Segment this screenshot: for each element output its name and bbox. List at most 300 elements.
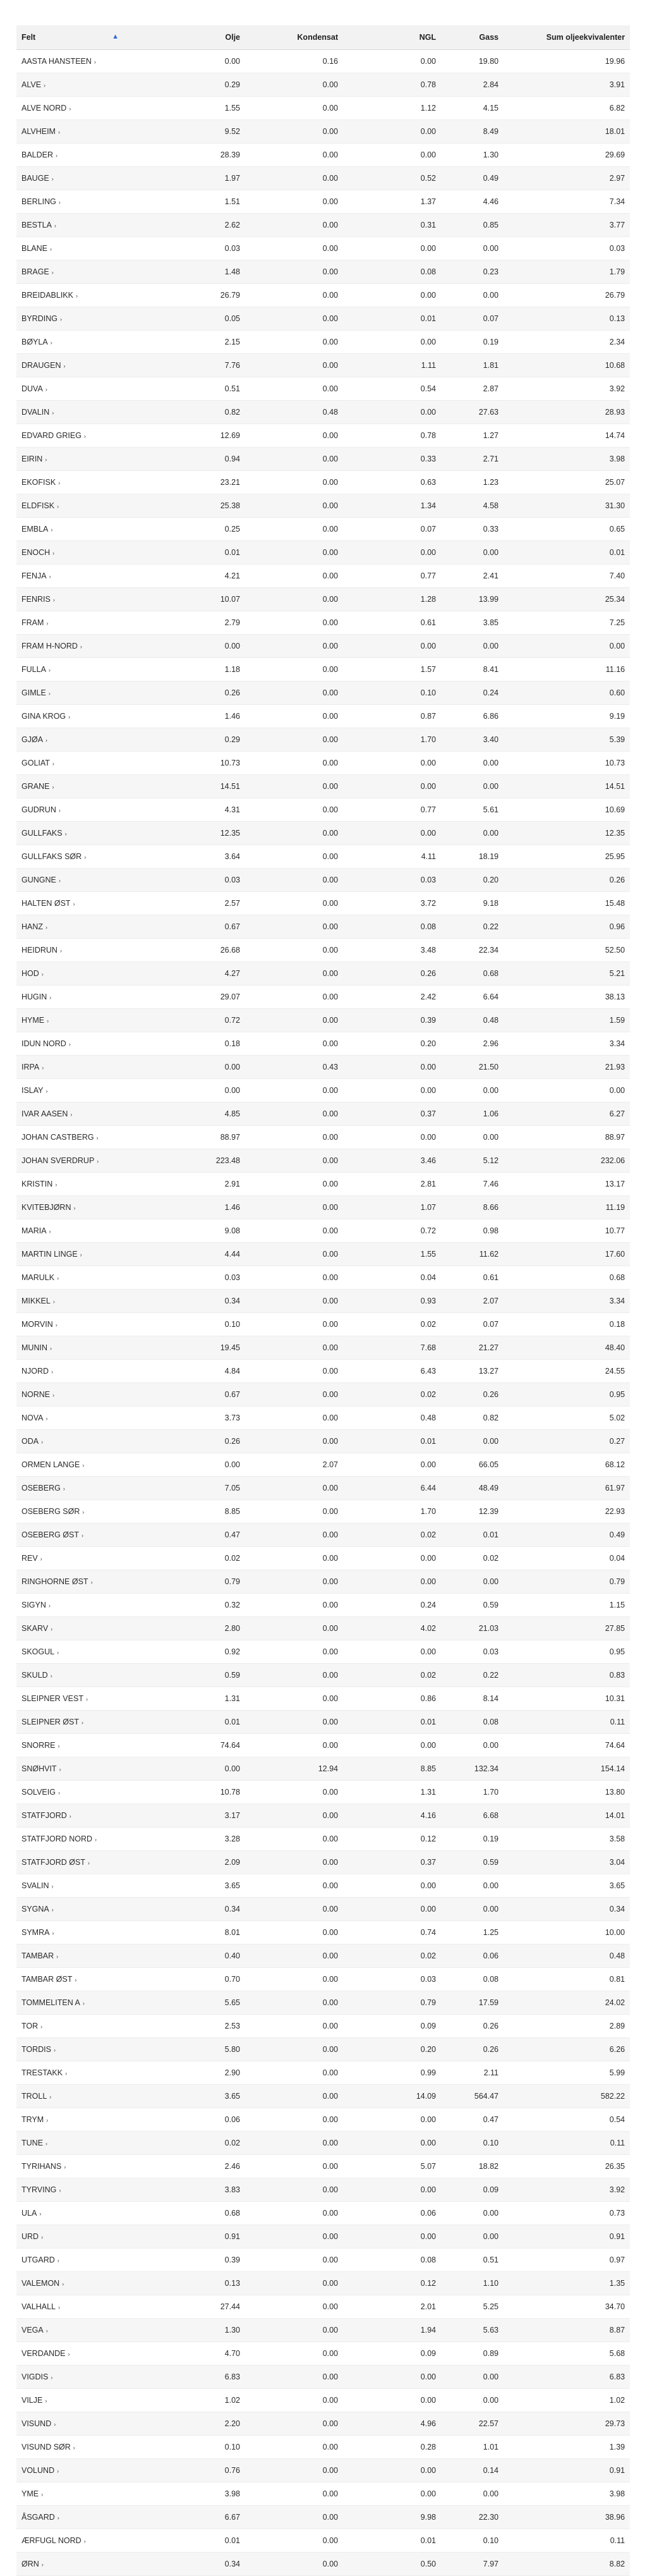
chevron-right-icon[interactable]: › [68,714,71,720]
field-name-cell[interactable] [16,986,149,1009]
field-name-cell[interactable] [16,1991,149,2015]
field-name-cell[interactable] [16,307,149,331]
field-name-cell[interactable] [16,939,149,962]
field-name-cell[interactable] [16,50,149,73]
field-name-cell[interactable] [16,2459,149,2482]
chevron-right-icon[interactable]: › [51,1907,54,1913]
field-name-link[interactable]: DRAUGEN [21,361,61,370]
field-name-cell[interactable] [16,1898,149,1921]
field-name-link[interactable]: FRAM [21,618,44,627]
field-name-link[interactable]: JOHAN CASTBERG [21,1133,94,1142]
column-header-ngl[interactable] [343,25,441,50]
chevron-right-icon[interactable]: › [45,2140,48,2147]
field-name-link[interactable]: GUDRUN [21,805,56,814]
field-name-link[interactable]: ENOCH [21,548,51,557]
chevron-right-icon[interactable]: › [52,784,54,790]
chevron-right-icon[interactable]: › [49,1345,52,1352]
field-name-cell[interactable] [16,2015,149,2038]
chevron-right-icon[interactable]: › [52,1392,55,1398]
field-name-cell[interactable] [16,354,149,377]
column-header-gass[interactable] [441,25,504,50]
chevron-right-icon[interactable]: › [48,1602,51,1609]
field-name-link[interactable]: TYRIHANS [21,2162,62,2171]
chevron-right-icon[interactable]: › [41,971,44,977]
field-name-link[interactable]: SIGYN [21,1601,46,1609]
field-name-link[interactable]: DUVA [21,384,43,393]
column-header-sum[interactable] [504,25,630,50]
chevron-right-icon[interactable]: › [40,2024,43,2030]
field-name-link[interactable]: KRISTIN [21,1180,53,1188]
chevron-right-icon[interactable]: › [55,1322,57,1328]
field-name-link[interactable]: GJØA [21,735,44,744]
field-name-cell[interactable] [16,1711,149,1734]
chevron-right-icon[interactable]: › [70,1111,73,1118]
field-name-cell[interactable] [16,541,149,565]
chevron-right-icon[interactable]: › [82,1719,83,1726]
field-name-link[interactable]: NJORD [21,1367,49,1376]
field-name-cell[interactable] [16,2108,149,2132]
chevron-right-icon[interactable]: › [58,480,61,486]
field-name-link[interactable]: ORMEN LANGE [21,1460,80,1469]
chevron-right-icon[interactable]: › [52,1930,54,1936]
field-name-link[interactable]: JOHAN SVERDRUP [21,1156,95,1165]
chevron-right-icon[interactable]: › [84,854,87,860]
chevron-right-icon[interactable]: › [45,456,47,463]
field-name-cell[interactable] [16,1757,149,1781]
column-header-olje[interactable] [149,25,245,50]
field-name-cell[interactable] [16,681,149,705]
field-name-cell[interactable] [16,143,149,167]
field-name-cell[interactable] [16,2412,149,2436]
field-name-cell[interactable] [16,97,149,120]
chevron-right-icon[interactable]: › [52,410,54,416]
chevron-right-icon[interactable]: › [54,2047,56,2053]
field-name-link[interactable]: BRAGE [21,267,49,276]
chevron-right-icon[interactable]: › [57,2304,60,2310]
field-name-cell[interactable] [16,2085,149,2108]
field-name-link[interactable]: FULLA [21,665,46,674]
field-name-link[interactable]: SKULD [21,1671,48,1680]
field-name-link[interactable]: VEGA [21,2326,44,2335]
field-name-cell[interactable] [16,377,149,401]
field-name-cell[interactable] [16,1102,149,1126]
chevron-right-icon[interactable]: › [51,1626,53,1632]
chevron-right-icon[interactable]: › [57,1743,60,1749]
field-name-cell[interactable] [16,167,149,190]
field-name-cell[interactable] [16,1056,149,1079]
field-name-link[interactable]: EIRIN [21,455,43,463]
field-name-cell[interactable] [16,1734,149,1757]
field-name-link[interactable]: VOLUND [21,2466,55,2475]
field-name-link[interactable]: EDVARD GRIEG [21,431,82,440]
chevron-right-icon[interactable]: › [51,176,54,182]
field-name-cell[interactable] [16,1804,149,1828]
chevron-right-icon[interactable]: › [73,2445,75,2451]
chevron-right-icon[interactable]: › [47,1018,49,1024]
field-name-cell[interactable] [16,2225,149,2249]
chevron-right-icon[interactable]: › [64,2164,66,2170]
field-name-link[interactable]: HYME [21,1016,45,1025]
field-name-cell[interactable] [16,822,149,845]
field-name-link[interactable]: TAMBAR ØST [21,1975,73,1984]
field-name-cell[interactable] [16,892,149,915]
field-name-cell[interactable] [16,1781,149,1804]
field-name-link[interactable]: ULA [21,2209,37,2218]
field-name-link[interactable]: STATFJORD NORD [21,1834,93,1843]
field-name-cell[interactable] [16,2365,149,2389]
chevron-right-icon[interactable]: › [64,831,67,837]
field-name-cell[interactable] [16,2506,149,2529]
field-name-cell[interactable] [16,611,149,635]
chevron-right-icon[interactable]: › [57,129,60,135]
field-name-link[interactable]: GIMLE [21,688,46,697]
field-name-link[interactable]: IDUN NORD [21,1039,66,1048]
chevron-right-icon[interactable]: › [57,1649,59,1656]
field-name-cell[interactable] [16,1407,149,1430]
field-name-link[interactable]: VALHALL [21,2302,56,2311]
field-name-link[interactable]: VISUND SØR [21,2443,71,2451]
field-name-cell[interactable] [16,1266,149,1290]
field-name-link[interactable]: GULLFAKS [21,829,63,838]
chevron-right-icon[interactable]: › [73,1205,76,1211]
field-name-link[interactable]: IRPA [21,1063,40,1071]
field-name-link[interactable]: OSEBERG SØR [21,1507,80,1516]
field-name-cell[interactable] [16,260,149,284]
field-name-cell[interactable] [16,401,149,424]
chevron-right-icon[interactable]: › [69,106,71,112]
field-name-link[interactable]: OSEBERG ØST [21,1530,79,1539]
field-name-cell[interactable] [16,728,149,752]
chevron-right-icon[interactable]: › [57,2257,59,2264]
field-name-cell[interactable] [16,331,149,354]
chevron-right-icon[interactable]: › [59,1766,61,1773]
field-name-link[interactable]: VILJE [21,2396,43,2405]
field-name-link[interactable]: RINGHORNE ØST [21,1577,88,1586]
chevron-right-icon[interactable]: › [48,690,51,697]
field-name-link[interactable]: SOLVEIG [21,1788,56,1797]
field-name-cell[interactable] [16,1243,149,1266]
field-name-cell[interactable] [16,2529,149,2553]
field-name-link[interactable]: VISUND [21,2419,52,2428]
chevron-right-icon[interactable]: › [50,1673,52,1679]
field-name-link[interactable]: DVALIN [21,408,50,417]
field-name-cell[interactable] [16,471,149,494]
field-name-link[interactable]: TYRVING [21,2185,57,2194]
field-name-cell[interactable] [16,1196,149,1219]
field-name-link[interactable]: TUNE [21,2139,44,2147]
field-name-cell[interactable] [16,2436,149,2459]
field-name-link[interactable]: MIKKEL [21,1297,51,1305]
chevron-right-icon[interactable]: › [94,59,96,65]
field-name-link[interactable]: MARULK [21,1273,55,1282]
chevron-right-icon[interactable]: › [57,1790,60,1796]
field-name-link[interactable]: VERDANDE [21,2349,66,2358]
field-name-link[interactable]: MARIA [21,1226,47,1235]
field-name-cell[interactable] [16,73,149,97]
chevron-right-icon[interactable]: › [83,2538,86,2544]
chevron-right-icon[interactable]: › [85,1696,88,1702]
field-name-link[interactable]: NOVA [21,1413,44,1422]
chevron-right-icon[interactable]: › [82,1532,83,1539]
chevron-right-icon[interactable]: › [54,2421,56,2427]
field-name-cell[interactable] [16,190,149,214]
chevron-right-icon[interactable]: › [73,901,75,907]
field-name-link[interactable]: BREIDABLIKK [21,291,73,300]
field-name-cell[interactable] [16,1173,149,1196]
field-name-link[interactable]: SVALIN [21,1881,49,1890]
field-name-cell[interactable] [16,284,149,307]
chevron-right-icon[interactable]: › [62,2281,64,2287]
field-name-link[interactable]: GRANE [21,782,50,791]
field-name-link[interactable]: STATFJORD [21,1811,67,1820]
chevron-right-icon[interactable]: › [80,1252,82,1258]
field-name-cell[interactable] [16,1430,149,1453]
chevron-right-icon[interactable]: › [82,1509,85,1515]
chevron-right-icon[interactable]: › [50,246,52,252]
chevron-right-icon[interactable]: › [52,597,55,603]
field-name-link[interactable]: YME [21,2489,39,2498]
chevron-right-icon[interactable]: › [45,2398,47,2404]
field-name-link[interactable]: ØRN [21,2560,39,2568]
field-name-link[interactable]: GULLFAKS SØR [21,852,82,861]
field-name-cell[interactable] [16,237,149,260]
chevron-right-icon[interactable]: › [58,807,61,814]
chevron-right-icon[interactable]: › [45,386,47,393]
field-name-link[interactable]: BESTLA [21,221,52,229]
field-name-cell[interactable] [16,2319,149,2342]
chevron-right-icon[interactable]: › [41,2561,44,2568]
field-name-cell[interactable] [16,798,149,822]
field-name-cell[interactable] [16,565,149,588]
field-name-link[interactable]: TROLL [21,2092,47,2101]
field-name-link[interactable]: EMBLA [21,525,49,534]
chevron-right-icon[interactable]: › [83,433,86,439]
chevron-right-icon[interactable]: › [63,1486,65,1492]
field-name-link[interactable]: TOMMELITEN A [21,1998,80,2007]
field-name-link[interactable]: TAMBAR [21,1951,54,1960]
field-name-link[interactable]: HALTEN ØST [21,899,71,908]
chevron-right-icon[interactable]: › [58,199,61,205]
field-name-link[interactable]: MARTIN LINGE [21,1250,78,1259]
field-name-link[interactable]: HANZ [21,922,44,931]
field-name-cell[interactable] [16,845,149,869]
chevron-right-icon[interactable]: › [75,1977,77,1983]
field-name-cell[interactable] [16,1944,149,1968]
chevron-right-icon[interactable]: › [49,994,52,1001]
field-name-cell[interactable] [16,1032,149,1056]
field-name-link[interactable]: ISLAY [21,1086,44,1095]
field-name-link[interactable]: ELDFISK [21,501,55,510]
field-name-link[interactable]: TRYM [21,2115,44,2124]
field-name-link[interactable]: NORNE [21,1390,51,1399]
chevron-right-icon[interactable]: › [45,924,48,931]
field-name-cell[interactable] [16,1523,149,1547]
chevron-right-icon[interactable]: › [68,1041,71,1047]
field-name-link[interactable]: OSEBERG [21,1484,61,1492]
field-name-cell[interactable] [16,1500,149,1523]
field-name-cell[interactable] [16,869,149,892]
chevron-right-icon[interactable]: › [52,550,55,556]
chevron-right-icon[interactable]: › [49,1228,51,1235]
chevron-right-icon[interactable]: › [40,1556,42,1562]
chevron-right-icon[interactable]: › [90,1579,93,1585]
field-name-link[interactable]: BAUGE [21,174,49,183]
field-name-link[interactable]: HOD [21,969,39,978]
field-name-cell[interactable] [16,1851,149,1874]
field-name-cell[interactable] [16,1009,149,1032]
field-name-cell[interactable] [16,588,149,611]
field-name-link[interactable]: REV [21,1554,38,1563]
field-name-cell[interactable] [16,448,149,471]
field-name-link[interactable]: SLEIPNER VEST [21,1694,83,1703]
field-name-link[interactable]: SKARV [21,1624,49,1633]
field-name-cell[interactable] [16,2178,149,2202]
field-name-cell[interactable] [16,1664,149,1687]
chevron-right-icon[interactable]: › [55,1181,57,1188]
field-name-link[interactable]: ALVHEIM [21,127,56,136]
chevron-right-icon[interactable]: › [45,737,48,743]
chevron-right-icon[interactable]: › [52,760,54,767]
field-name-link[interactable]: AASTA HANSTEEN [21,57,92,66]
chevron-right-icon[interactable]: › [59,2187,61,2194]
field-name-cell[interactable] [16,2272,149,2295]
field-name-link[interactable]: TRESTAKK [21,2068,63,2077]
chevron-right-icon[interactable]: › [39,2211,42,2217]
field-name-cell[interactable] [16,214,149,237]
field-name-cell[interactable] [16,1570,149,1594]
field-name-cell[interactable] [16,1219,149,1243]
field-name-link[interactable]: GOLIAT [21,759,50,767]
chevron-right-icon[interactable]: › [42,1065,44,1071]
field-name-cell[interactable] [16,1149,149,1173]
field-name-cell[interactable] [16,1313,149,1336]
chevron-right-icon[interactable]: › [59,316,62,322]
field-name-cell[interactable] [16,2389,149,2412]
chevron-right-icon[interactable]: › [45,1415,48,1422]
field-name-link[interactable]: IVAR AASEN [21,1109,68,1118]
field-name-cell[interactable] [16,2553,149,2576]
field-name-link[interactable]: ALVE [21,80,42,89]
field-name-link[interactable]: FRAM H-NORD [21,642,78,650]
field-name-cell[interactable] [16,962,149,986]
field-name-link[interactable]: VIGDIS [21,2372,49,2381]
chevron-right-icon[interactable]: › [80,644,82,650]
field-name-cell[interactable] [16,494,149,518]
chevron-right-icon[interactable]: › [48,667,51,673]
field-name-link[interactable]: STATFJORD ØST [21,1858,85,1867]
chevron-right-icon[interactable]: › [52,1298,55,1305]
field-name-link[interactable]: BERLING [21,197,56,206]
field-name-link[interactable]: GUNGNE [21,876,56,884]
chevron-right-icon[interactable]: › [59,948,62,954]
field-name-cell[interactable] [16,1477,149,1500]
field-name-cell[interactable] [16,915,149,939]
chevron-right-icon[interactable]: › [49,573,51,580]
chevron-right-icon[interactable]: › [46,620,49,626]
field-name-link[interactable]: SNORRE [21,1741,56,1750]
field-name-cell[interactable] [16,2202,149,2225]
chevron-right-icon[interactable]: › [45,2328,48,2334]
chevron-right-icon[interactable]: › [51,269,54,276]
field-name-link[interactable]: FENJA [21,571,47,580]
field-name-cell[interactable] [16,2155,149,2178]
field-name-link[interactable]: HEIDRUN [21,946,57,955]
field-name-link[interactable]: SYGNA [21,1905,49,1914]
field-name-link[interactable]: SKOGUL [21,1647,55,1656]
field-name-cell[interactable] [16,1617,149,1640]
chevron-right-icon[interactable]: › [41,2234,44,2240]
field-name-cell[interactable] [16,2482,149,2506]
field-name-link[interactable]: BYRDING [21,314,57,323]
chevron-right-icon[interactable]: › [49,2094,52,2100]
field-name-cell[interactable] [16,705,149,728]
field-name-cell[interactable] [16,775,149,798]
field-name-link[interactable]: GINA KROG [21,712,66,721]
column-header-felt[interactable] [16,25,149,50]
field-name-cell[interactable] [16,1968,149,1991]
field-name-link[interactable]: BØYLA [21,338,48,346]
field-name-cell[interactable] [16,518,149,541]
field-name-cell[interactable] [16,1290,149,1313]
chevron-right-icon[interactable]: › [97,1158,99,1164]
chevron-right-icon[interactable]: › [56,152,58,159]
chevron-right-icon[interactable]: › [51,527,53,533]
chevron-right-icon[interactable]: › [75,293,78,299]
field-name-cell[interactable] [16,1383,149,1407]
field-name-link[interactable]: MORVIN [21,1320,53,1329]
field-name-link[interactable]: MUNIN [21,1343,47,1352]
chevron-right-icon[interactable]: › [56,1953,59,1960]
field-name-link[interactable]: ALVE NORD [21,104,67,113]
field-name-link[interactable]: BLANE [21,244,47,253]
field-name-link[interactable]: ÆRFUGL NORD [21,2536,82,2545]
chevron-right-icon[interactable]: › [41,2491,44,2498]
field-name-link[interactable]: TORDIS [21,2045,51,2054]
chevron-right-icon[interactable]: › [51,1883,54,1889]
field-name-link[interactable]: FENRIS [21,595,51,604]
chevron-right-icon[interactable]: › [41,1439,44,1445]
field-name-cell[interactable] [16,1640,149,1664]
chevron-right-icon[interactable]: › [51,1369,54,1375]
field-name-cell[interactable] [16,635,149,658]
field-name-link[interactable]: URD [21,2232,39,2241]
sort-ascending-icon[interactable]: ▲ [112,33,119,40]
field-name-cell[interactable] [16,1921,149,1944]
chevron-right-icon[interactable]: › [82,1462,85,1468]
chevron-right-icon[interactable]: › [57,1275,59,1281]
field-name-cell[interactable] [16,1594,149,1617]
field-name-cell[interactable] [16,2132,149,2155]
field-name-cell[interactable] [16,2249,149,2272]
field-name-link[interactable]: ÅSGARD [21,2513,55,2522]
chevron-right-icon[interactable]: › [57,2468,59,2474]
field-name-cell[interactable] [16,1547,149,1570]
field-name-link[interactable]: ODA [21,1437,39,1446]
chevron-right-icon[interactable]: › [68,2351,70,2357]
field-name-cell[interactable] [16,2038,149,2061]
chevron-right-icon[interactable]: › [45,1088,48,1094]
field-name-cell[interactable] [16,2342,149,2365]
field-name-link[interactable]: SNØHVIT [21,1764,57,1773]
chevron-right-icon[interactable]: › [54,223,56,229]
field-name-link[interactable]: KVITEBJØRN [21,1203,71,1212]
field-name-cell[interactable] [16,2295,149,2319]
chevron-right-icon[interactable]: › [69,1813,71,1819]
chevron-right-icon[interactable]: › [96,1135,99,1141]
chevron-right-icon[interactable]: › [57,2515,59,2521]
field-name-link[interactable]: EKOFISK [21,478,56,487]
field-name-cell[interactable] [16,424,149,448]
